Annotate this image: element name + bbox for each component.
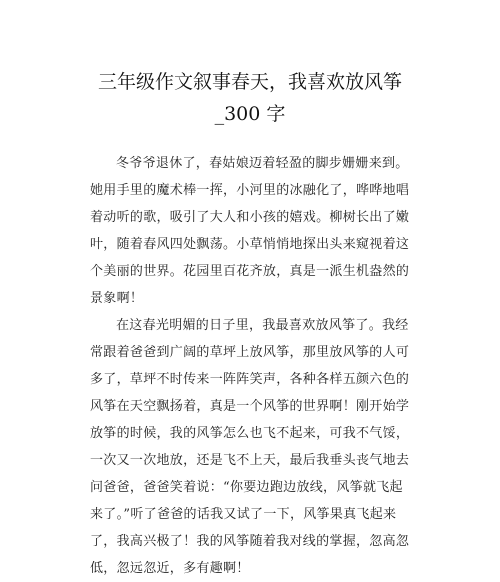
text-line: 一次又一次地放，还是飞不上天，最后我垂头丧气地去 xyxy=(90,453,410,468)
text-line: 放筝的时候，我的风筝怎么也飞不起来，可我不气馁， xyxy=(90,426,410,441)
text-line: 问爸爸，爸爸笑着说：“你要边跑边放线，风筝就飞起 xyxy=(90,480,403,495)
paragraph-2 xyxy=(90,312,420,582)
text-line: 个美丽的世界。花园里百花齐放，真是一派生机盎然的 xyxy=(90,264,410,279)
paragraph-1 xyxy=(90,150,420,312)
text-line: 来了。”听了爸爸的话我又试了一下，风筝果真飞起来 xyxy=(90,507,397,522)
text-line: 冬爷爷退休了，春姑娘迈着轻盈的脚步姗姗来到。 xyxy=(116,156,409,171)
text-line: 低，忽远忽近，多有趣啊！ xyxy=(90,561,250,576)
text-line: 常跟着爸爸到广阔的草坪上放风筝，那里放风筝的人可 xyxy=(90,345,410,360)
text-line: 景象啊！ xyxy=(90,291,144,306)
page-title-continued: _300 字 xyxy=(214,103,286,125)
text-line: 叶，随着春风四处飘荡。小草悄悄地探出头来窥视着这 xyxy=(90,237,410,252)
text-line: 风筝在天空飘扬着，真是一个风筝的世界啊！刚开始学 xyxy=(90,399,410,414)
text-line: 她用手里的魔术棒一挥，小河里的冰融化了，哗哗地唱 xyxy=(90,183,410,198)
text-line: 在这春光明媚的日子里，我最喜欢放风筝了。我经 xyxy=(116,318,409,333)
text-line: 多了，草坪不时传来一阵阵笑声，各种各样五颜六色的 xyxy=(90,372,410,387)
article-body xyxy=(90,150,420,582)
page-title: 三年级作文叙事春天，我喜欢放风筝 xyxy=(97,71,402,93)
text-line: 着动听的歌，吸引了大人和小孩的嬉戏。柳树长出了嫩 xyxy=(90,210,410,225)
text-line: 了，我高兴极了！我的风筝随着我对线的掌握，忽高忽 xyxy=(90,534,410,549)
